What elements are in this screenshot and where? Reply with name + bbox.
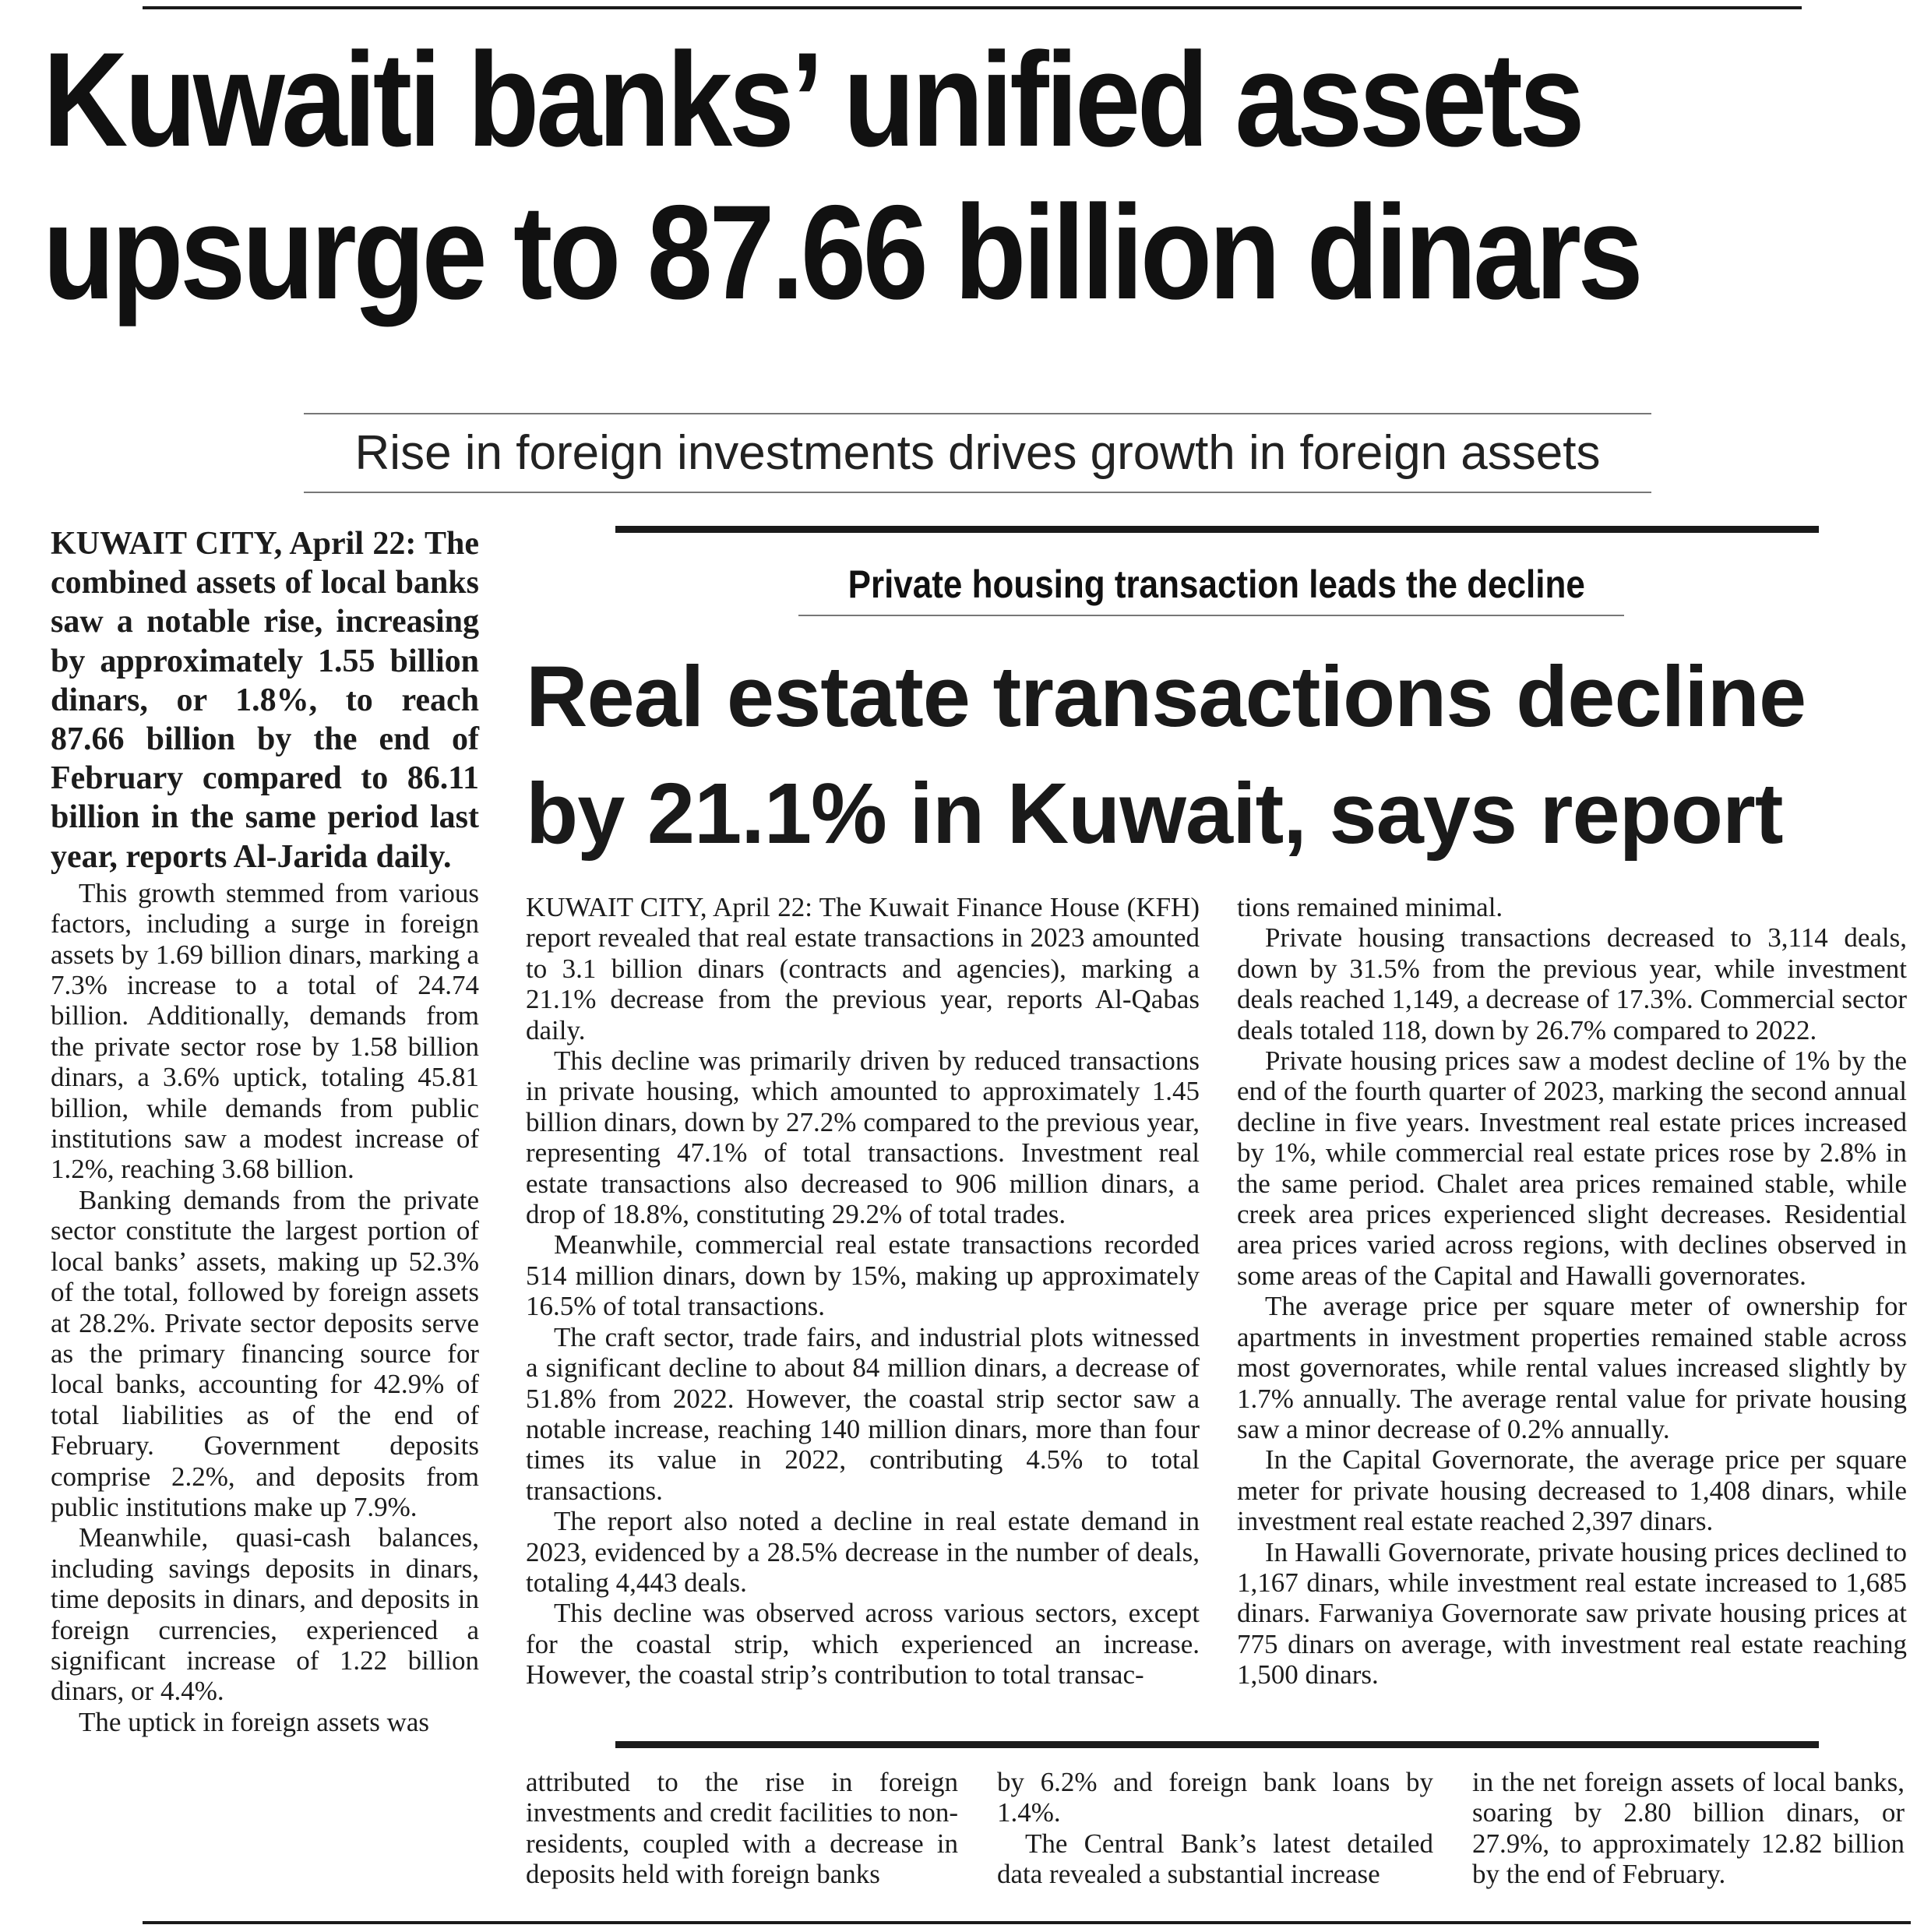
article1-paragraph: Banking demands from the private sector constitute the largest portion of local banks’ assets, making up 52.3% of the total, followed by foreign assets at 28.2%. Private sector deposits serve as the primary financing source for local banks, accounting for 42.9% of total liabilities as of the end of February. Government deposits comprise 2.2%, and deposits from public institutions make up 7.9%. xyxy=(51,1184,479,1522)
article1-continued-text: The Central Bank’s latest detailed data revealed a substantial increase xyxy=(997,1828,1433,1890)
article1-paragraph: The uptick in foreign assets was xyxy=(79,1706,430,1737)
article1-continued-text: by 6.2% and foreign bank loans by 1.4%. xyxy=(997,1767,1433,1828)
article2-paragraph: KUWAIT CITY, April 22: The Kuwait Finance House (KFH) report revealed that real estate transactions in 2023 amounted to 3.1 billion dinars (contracts and agencies), marking a 21.1% decrease from the previous year, reports Al-Qabas daily. xyxy=(526,892,1200,1045)
article2-paragraph: This decline was primarily driven by reduced transactions in private housing, which amounted to approximately 1.45 billion dinars, down by 27.2% compared to the previous year, representing 47.1% of total transactions. Investment real estate transactions also decreased to 906 million dinars, a drop of 18.8%, constituting 29.2% of total trades. xyxy=(526,1045,1200,1230)
kicker-underline xyxy=(798,615,1624,616)
article2-paragraph: In Hawalli Governorate, private housing prices declined to 1,167 dinars, while investment real estate increased to 1,685 dinars. Farwaniya Governorate saw private housing prices at 775 dinars on average, with investment real estate reaching 1,500 dinars. xyxy=(1237,1536,1907,1690)
article2-top-rule xyxy=(615,526,1819,533)
article2-paragraph: Private housing prices saw a modest decline of 1% by the end of the fourth quarter of 2023, marking the second annual decline in five years. Investment real estate prices increased by 1%, while commercial real estate prices rose by 2.8% in the same period. Chalet area prices remained stable, while creek area prices experienced slight decreases. Residential area prices varied across regions, with declines observed in some areas of the Capital and Hawalli governorates. xyxy=(1237,1045,1907,1291)
article2-column-1 xyxy=(526,892,1200,1690)
main-headline xyxy=(43,23,1674,329)
article2-paragraph: Meanwhile, commercial real estate transactions recorded 514 million dinars, down by 15%, making up approximately 16.5% of total transactions. xyxy=(526,1229,1200,1322)
article1-continued-text: in the net foreign assets of local banks, soaring by 2.80 billion dinars, or 27.9%, to approximately 12.82 billion by the end of February. xyxy=(1472,1767,1905,1890)
article2-paragraph: In the Capital Governorate, the average price per square meter for private housing decreased to 1,408 dinars, while investment real estate reached 2,397 dinars. xyxy=(1237,1444,1907,1537)
article2-headline xyxy=(526,639,1912,873)
article1-continued-col-1 xyxy=(526,1767,958,1890)
article2-paragraph: The craft sector, trade fairs, and industrial plots witnessed a significant decline to about 84 million dinars, a decrease of 51.8% from 2022. However, the coastal strip sector saw a notable increase, reaching 140 million dinars, more than four times its value in 2022, contributing 4.5% to total transactions. xyxy=(526,1321,1200,1506)
article1-paragraph: This growth stemmed from various factors, including a surge in foreign assets by 1.69 billion dinars, marking a 7.3% increase to a total of 24.74 billion. Additionally, demands from the private sector rose by 1.58 billion dinars, a 3.6% uptick, totaling 45.81 billion, while demands from public institutions saw a modest increase of 1.2%, reaching 3.68 billion. xyxy=(51,877,479,1185)
article2-column-2 xyxy=(1237,892,1907,1690)
article2-bottom-rule xyxy=(615,1741,1819,1748)
article2-paragraph: The average price per square meter of ownership for apartments in investment properties remained stable across most governorates, while rental values increased slightly by 1.7% annually. The average rental value for private housing saw a minor decrease of 0.2% annually. xyxy=(1237,1291,1907,1444)
article2-paragraph: Private housing transactions decreased to 3,114 deals, down by 31.5% from the previous year, while investment deals reached 1,149, a decrease of 17.3%. Commercial sector deals totaled 118, down by 26.7% compared to 2022. xyxy=(1237,922,1907,1045)
article2-kicker: Private housing transaction leads the decline xyxy=(847,562,1585,606)
main-headline-line-1: Kuwaiti banks’ unified assets xyxy=(43,25,1582,175)
article1-paragraph: Meanwhile, quasi-cash balances, including savings deposits in dinars, time deposits in dinars, and deposits in foreign currencies, experienced a significant increase of 1.22 billion dinars, or 4.4%. xyxy=(51,1522,479,1707)
main-headline-line-2: upsurge to 87.66 billion dinars xyxy=(43,178,1640,327)
article1-continued-col-2 xyxy=(997,1767,1433,1890)
top-rule xyxy=(143,6,1802,9)
article1-column xyxy=(51,524,479,1737)
subheadline: Rise in foreign investments drives growth in foreign assets xyxy=(354,426,1601,480)
article2-headline-line-2: by 21.1% in Kuwait, says report xyxy=(526,766,1783,862)
article1-continued-text: attributed to the rise in foreign investments and credit facilities to non-residents, coupled with a decrease in deposits held with foreign banks xyxy=(526,1767,958,1890)
article2-paragraph: The report also noted a decline in real estate demand in 2023, evidenced by a 28.5% decrease in the number of deals, totaling 4,443 deals. xyxy=(526,1506,1200,1598)
subhead-bottom-rule xyxy=(304,492,1651,493)
article2-headline-line-1: Real estate transactions decline xyxy=(526,649,1806,745)
article2-paragraph: This decline was observed across various sectors, except for the coastal strip, which experienced an increase. However, the coastal strip’s contribution to total transac- xyxy=(526,1598,1200,1690)
article1-continued-col-3 xyxy=(1472,1767,1905,1890)
article1-lead: KUWAIT CITY, April 22: The combined assets of local banks saw a notable rise, increasing by approximately 1.55 billion dinars, or 1.8%, to reach 87.66 billion by the end of February compared to 86.11 billion in the same period last year, reports Al-Jarida daily. xyxy=(51,526,479,875)
article2-paragraph: tions remained minimal. xyxy=(1237,892,1503,922)
bottom-rule xyxy=(143,1921,1911,1924)
subhead-top-rule xyxy=(304,413,1651,414)
